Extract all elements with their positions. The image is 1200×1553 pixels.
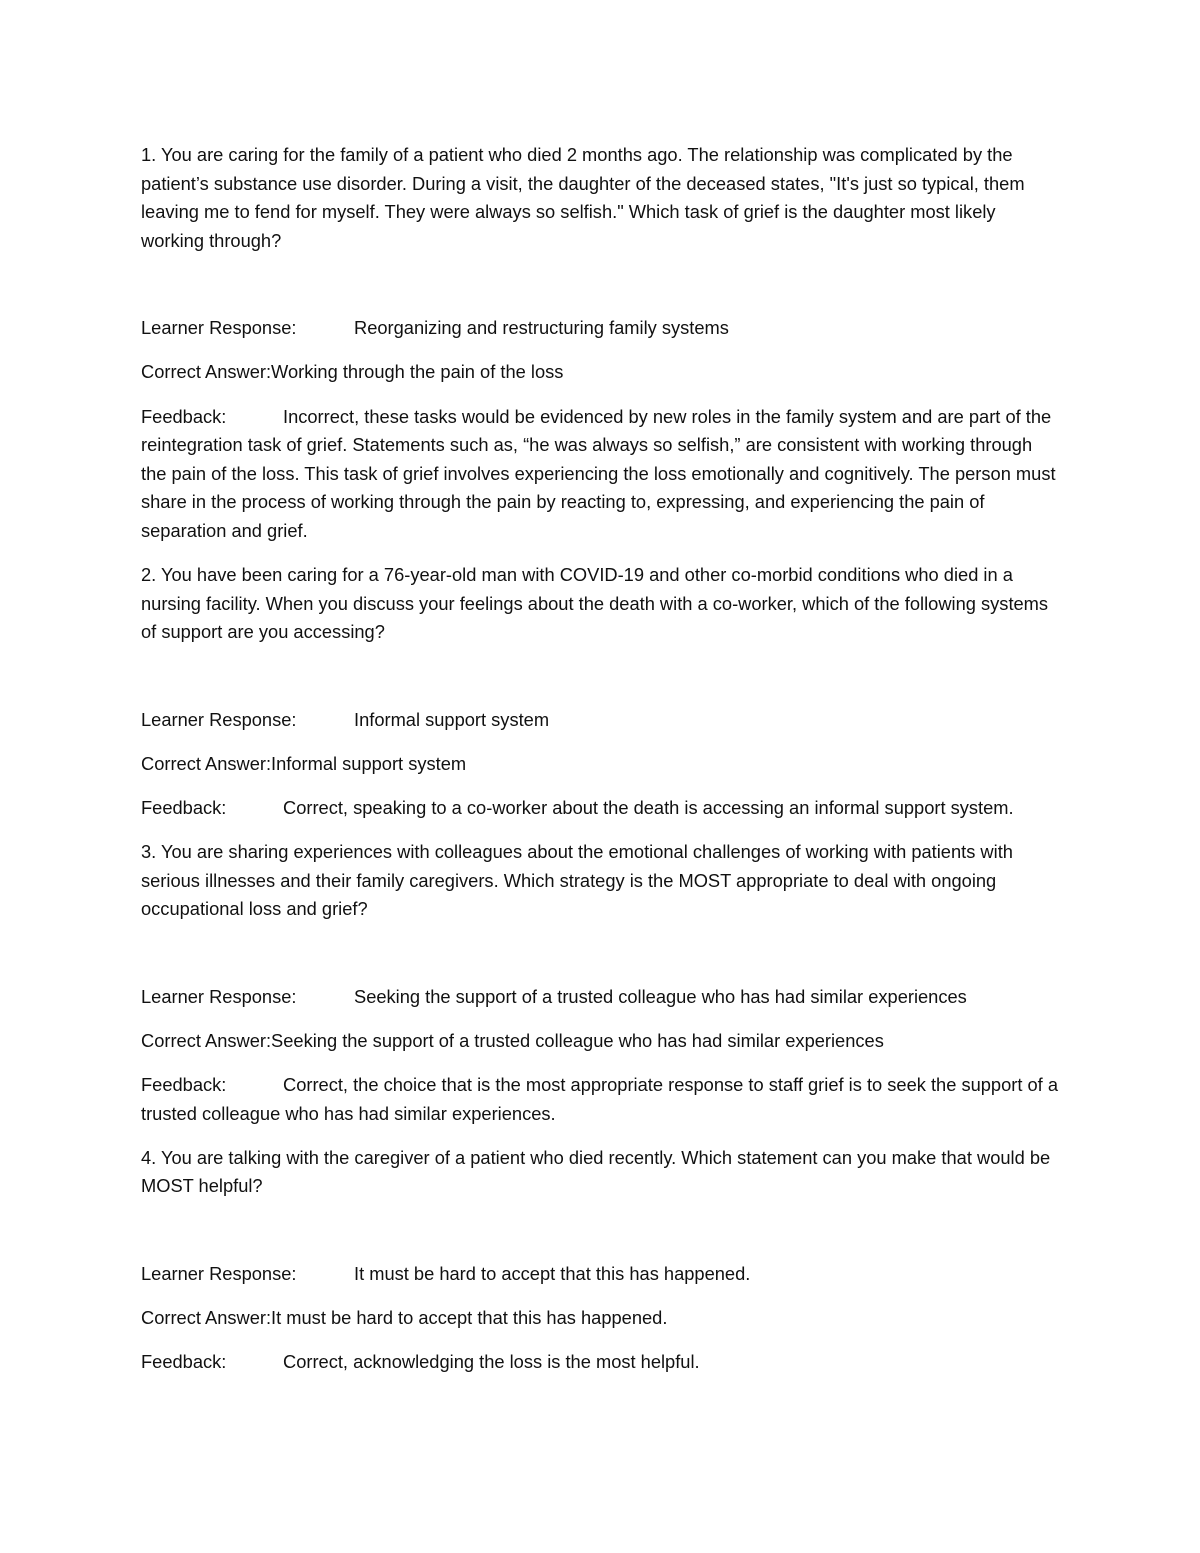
correct-answer-value: Working through the pain of the loss (271, 361, 564, 383)
question-block-3 (141, 838, 1061, 1128)
correct-answer-label: Correct Answer: (141, 752, 272, 774)
feedback-value: Correct, speaking to a co-worker about the death is accessing an informal support system. (283, 797, 1014, 818)
learner-response-value: It must be hard to accept that this has happened. (354, 1262, 751, 1284)
question-block-1 (141, 141, 1061, 546)
learner-response-label: Learner Response: (141, 985, 297, 1007)
feedback-label: Feedback: (141, 405, 227, 427)
correct-answer-row (141, 750, 1061, 779)
feedback-value: Correct, acknowledging the loss is the most helpful. (283, 1351, 700, 1373)
feedback-value: Correct, the choice that is the most appropriate response to staff grief is to seek the support of a trusted colleague who has had similar experiences. (141, 1074, 1058, 1124)
feedback-label: Feedback: (141, 1351, 227, 1373)
learner-response-label: Learner Response: (141, 708, 297, 730)
correct-answer-value: Informal support system (271, 752, 467, 774)
learner-response-row (141, 1260, 1061, 1289)
learner-response-row (141, 983, 1061, 1012)
document-page (141, 141, 1061, 1377)
correct-answer-label: Correct Answer: (141, 1029, 272, 1051)
correct-answer-value: Seeking the support of a trusted colleague who has had similar experiences (271, 1029, 884, 1051)
question-text: 3. You are sharing experiences with colleagues about the emotional challenges of working with patients with serious illnesses and their family caregivers. Which strategy is the MOST appropriate to deal with ongoing occupational loss and grief? (141, 841, 1013, 920)
feedback-label: Feedback: (141, 797, 227, 818)
correct-answer-label: Correct Answer: (141, 1307, 272, 1329)
learner-response-value: Seeking the support of a trusted colleague who has had similar experiences (354, 985, 967, 1007)
feedback-row (141, 403, 1061, 546)
correct-answer-label: Correct Answer: (141, 361, 272, 383)
correct-answer-value: It must be hard to accept that this has happened. (271, 1307, 668, 1329)
feedback-row (141, 794, 1061, 823)
learner-response-value: Informal support system (354, 708, 550, 730)
correct-answer-row (141, 1304, 1061, 1333)
feedback-label: Feedback: (141, 1074, 227, 1096)
feedback-row (141, 1348, 1061, 1377)
question-text: 2. You have been caring for a 76-year-old man with COVID-19 and other co-morbid conditions who died in a nursing facility. When you discuss your feelings about the death with a co-worker, which of the following systems of support are you accessing? (141, 564, 1049, 643)
question-text: 4. You are talking with the caregiver of a patient who died recently. Which statement can you make that would be MOST helpful? (141, 1146, 1051, 1197)
correct-answer-row (141, 358, 1061, 387)
correct-answer-row (141, 1027, 1061, 1056)
feedback-value: Incorrect, these tasks would be evidenced by new roles in the family system and are part of the reintegration task of grief. Statements such as, “he was always so selfish,” are consistent with working through the pain of the loss. This task of grief involves experiencing the loss emotionally and cognitively. The person must share in the process of working through the pain by reacting to, expressing, and experiencing the pain of separation and grief. (141, 405, 1056, 541)
question-text: 1. You are caring for the family of a patient who died 2 months ago. The relationship was complicated by the patient’s substance use disorder. During a visit, the daughter of the deceased states, "It's just so typical, them leaving me to fend for myself. They were always so selfish." Which task of grief is the daughter most likely working through? (141, 144, 1025, 251)
question-block-2 (141, 561, 1061, 823)
learner-response-row (141, 706, 1061, 735)
learner-response-row (141, 314, 1061, 343)
learner-response-value: Reorganizing and restructuring family systems (354, 317, 729, 339)
question-block-4 (141, 1144, 1061, 1377)
learner-response-label: Learner Response: (141, 1262, 297, 1284)
learner-response-label: Learner Response: (141, 317, 297, 339)
feedback-row (141, 1071, 1061, 1128)
